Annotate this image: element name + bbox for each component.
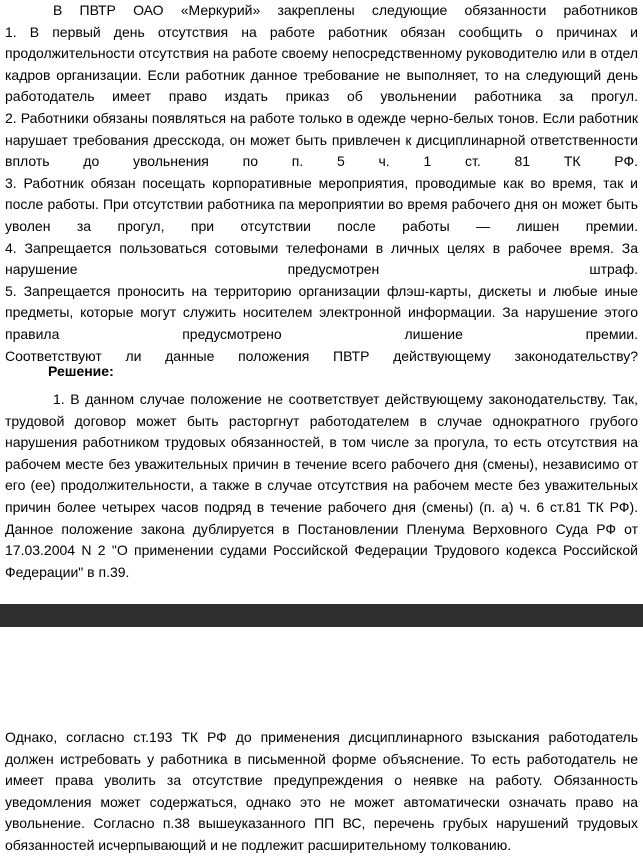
task-item-3: 3. Работник обязан посещать корпоративные мероприятия, проводимые как во время, так и после работы. При отсутствии работника па мероприятии во время рабочего дня он может быть уволен за прогул, при отсутствии после работы — лишен премии. [5, 174, 638, 234]
task-block [5, 0, 638, 367]
solution-heading: Решение: [48, 363, 114, 379]
solution-block-2 [5, 727, 638, 857]
task-item-1: 1. В первый день отсутствия на работе работник обязан сообщить о причинах и продолжительности отсутствия на работе своему непосредственному руководителю или в отдел кадров организации. Если работник данное требование не выполняет, то на следующий день работодатель имеет право издать приказ об увольнении работника за прогул. [5, 23, 638, 105]
task-item-4: 4. Запрещается пользоваться сотовыми телефонами в личных целях в рабочее время. За нарушение предусмотрен штраф. [5, 239, 638, 278]
solution-paragraph-1: 1. В данном случае положение не соответствует действующему законодательству. Так, трудовой договор может быть расторгнут работодателем в случае однократного грубого нарушения работником трудовых обязанностей, в том числе за прогула, то есть отсутствия на рабочем месте без уважительных причин в течение всего рабочего дня (смены), независимо от его (ее) продолжительности, а также в случае отсутствия на рабочем месте без уважительных причин более четырех часов подряд в течение рабочего дня (смены) (п. а) ч. 6 ст.81 ТК РФ). Данное положение закона дублируется в Постановлении Пленума Верховного Суда РФ от 17.03.2004 N 2 "О применении судами Российской Федерации Трудового кодекса Российской Федерации" в п.39. [5, 391, 638, 580]
solution-paragraph-2: Однако, согласно ст.193 ТК РФ до применения дисциплинарного взыскания работодатель должен истребовать у работника в письменной форме объяснение. То есть работодатель не имеет права уволить за отсутствие предупреждения о неявке на работу. Обязанность уведомления может содержаться, однако это не может автоматически означать право на увольнение. Согласно п.38 вышеуказанного ПП ВС, перечень грубых нарушений трудовых обязанностей исчерпывающий и не подлежит расширительному толкованию. [5, 729, 638, 853]
task-item-2: 2. Работники обязаны появляться на работе только в одежде черно-белых тонов. Если работник нарушает требования дресскода, он может быть привлечен к дисциплинарной ответственности вплоть до увольнения по п. 5 ч. 1 ст. 81 ТК РФ. [5, 109, 638, 170]
task-item-5: 5. Запрещается проносить на территорию организации флэш-карты, дискеты и любые иные предметы, которые могут служить носителем электронной информации. За нарушение этого правила предусмотрено лишение премии. [5, 282, 638, 342]
task-intro: В ПВТР ОАО «Меркурий» закреплены следующие обязанности работников [53, 2, 638, 18]
page-separator [0, 604, 643, 627]
solution-block-1 [5, 389, 638, 583]
task-question: Соответствуют ли данные положения ПВТР действующему законодательству? [5, 347, 638, 364]
